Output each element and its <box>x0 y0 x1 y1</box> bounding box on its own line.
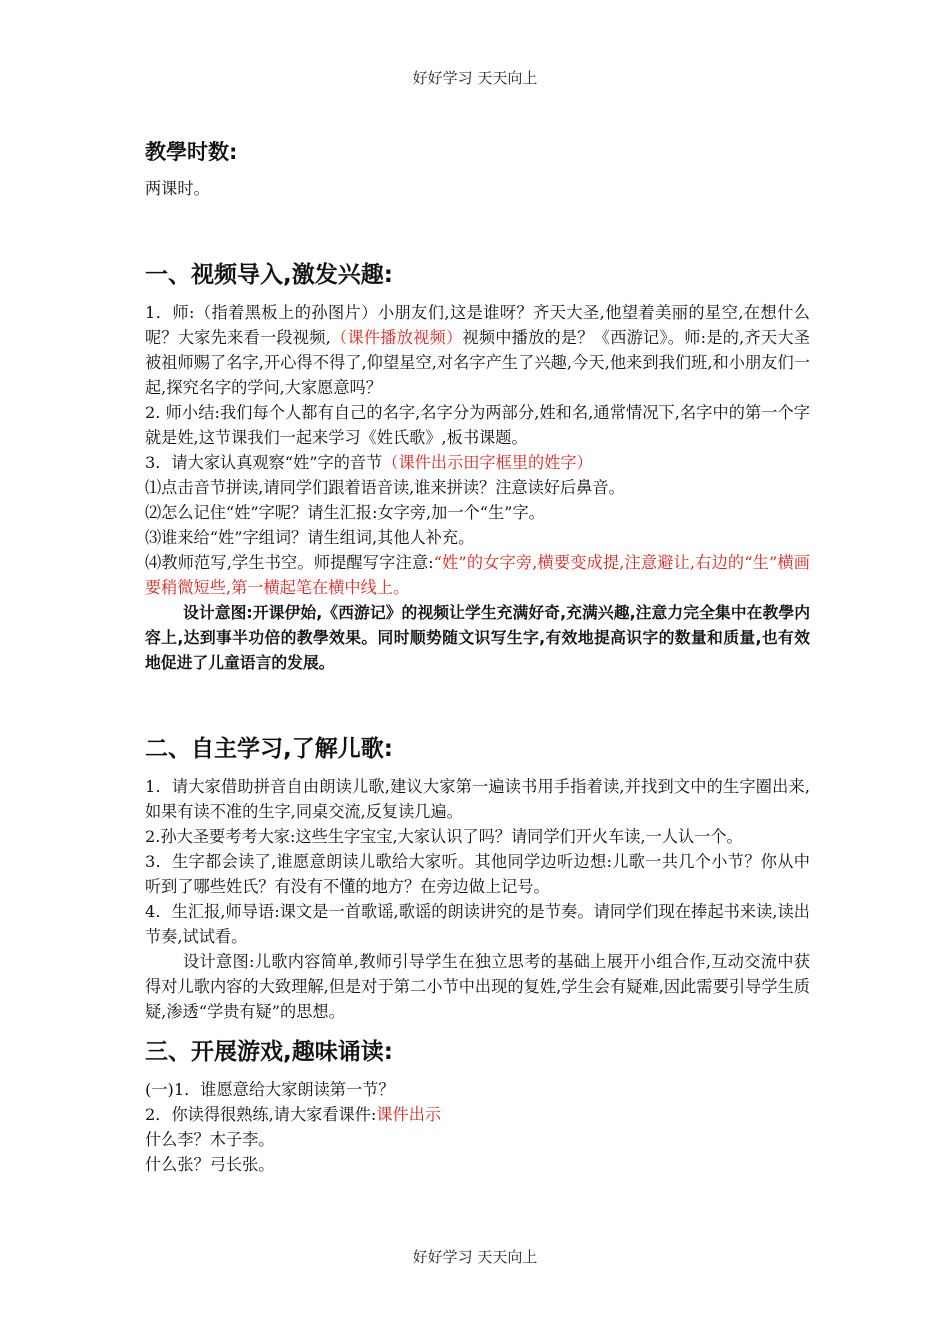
s3-paragraph-1: (一)1．谁愿意给大家朗读第一节？ <box>145 1080 395 1099</box>
s3-rhyme-line-1: 什么李？木子李。 <box>145 1130 275 1149</box>
s1-writing-note: “姓”的女字旁,横要变成提,注意避让,右边的“生”横画要稍微短些,第一横起笔在横中线上。 <box>145 553 810 597</box>
s2-paragraph-1: 1．请大家借助拼音自由朗读儿歌,建议大家第一遍读书用手指着读,并找到文中的生字圈出来,如果有读不准的生字,同桌交流,反复读几遍。 <box>145 777 810 821</box>
section-3-body <box>145 1077 810 1177</box>
section-1-body <box>145 300 810 675</box>
section-2-title: 二、自主学习,了解儿歌: <box>145 736 393 762</box>
document-body <box>145 138 810 1177</box>
section-2-body <box>145 774 810 1024</box>
s1-item-2: ⑵怎么记住“姓”字呢？请生汇报:女字旁,加一个“生”字。 <box>145 503 545 522</box>
s1-item-1: ⑴点击音节拼读,请同学们跟着语音读,谁来拼读？注意读好后鼻音。 <box>145 478 625 497</box>
s3-rhyme-line-2: 什么张？弓长张。 <box>145 1155 275 1174</box>
s1-item-3: ⑶谁来给“姓”字组词？请生组词,其他人补充。 <box>145 528 475 547</box>
s1-paragraph-3: 3．请大家认真观察“姓”字的音节（课件出示田字框里的姓字） <box>145 453 593 472</box>
section-3-title: 三、开展游戏,趣味诵读: <box>145 1039 393 1065</box>
page-header: 好好学习 天天向上 <box>412 69 538 87</box>
section-teaching-hours-title: 教學时数: <box>145 140 238 164</box>
teaching-hours-text: 两课时。 <box>145 179 210 198</box>
page-footer: 好好学习 天天向上 <box>412 1248 538 1266</box>
s2-paragraph-4: 4．生汇报,师导语:课文是一首歌谣,歌谣的朗读讲究的是节奏。请同学们现在捧起书来读,读出节奏,试试看。 <box>145 902 810 946</box>
s3-courseware-note: 课件出示 <box>376 1105 442 1124</box>
section-1-title: 一、视频导入,激发兴趣: <box>145 262 393 288</box>
s1-design-intent: 设计意图:开课伊始,《西游记》的视频让学生充满好奇,充满兴趣,注意力完全集中在教學内容上,达到事半功倍的教學效果。同时顺势随文识写生字,有效地提高识字的数量和质量,也有效地促进了儿童语言的发展。 <box>145 603 810 672</box>
s1-courseware-note-2: （课件出示田字框里的姓字） <box>382 453 593 472</box>
s1-paragraph-1: 1．师:（指着黑板上的孙图片）小朋友们,这是谁呀？齐天大圣,他望着美丽的星空,在想什么呢？大家先来看一段视频,（课件播放视频）视频中播放的是？《西游记》。师:是的,齐天大圣被祖师赐了名字,开心得不得了,仰望星空,对名字产生了兴趣,今天,他来到我们班,和小朋友们一起,探究名字的学问,大家愿意吗？ <box>145 303 810 397</box>
s2-paragraph-2: 2.孙大圣要考考大家:这些生字宝宝,大家认识了吗？请同学们开火车读,一人认一个。 <box>145 827 743 846</box>
s1-courseware-note: （课件播放视频） <box>330 328 463 347</box>
s3-paragraph-2: 2．你读得很熟练,请大家看课件:课件出示 <box>145 1105 442 1124</box>
s1-item-4: ⑷教师范写,学生书空。师提醒写字注意:“姓”的女字旁,横要变成提,注意避让,右边的“生”横画要稍微短些,第一横起笔在横中线上。 <box>145 553 810 597</box>
s1-paragraph-2: 2. 师小结:我们每个人都有自己的名字,名字分为两部分,姓和名,通常情况下,名字中的第一个字就是姓,这节课我们一起来学习《姓氏歌》,板书课题。 <box>145 403 810 447</box>
s2-design-intent: 设计意图:儿歌内容简单,教师引导学生在独立思考的基础上展开小组合作,互动交流中获得对儿歌内容的大致理解,但是对于第二小节中出现的复姓,学生会有疑难,因此需要引导学生质疑,渗透“学贵有疑”的思想。 <box>145 952 810 1021</box>
s2-paragraph-3: 3．生字都会读了,谁愿意朗读儿歌给大家听。其他同学边听边想:儿歌一共几个小节？你从中听到了哪些姓氏？有没有不懂的地方？在旁边做上记号。 <box>145 852 810 896</box>
